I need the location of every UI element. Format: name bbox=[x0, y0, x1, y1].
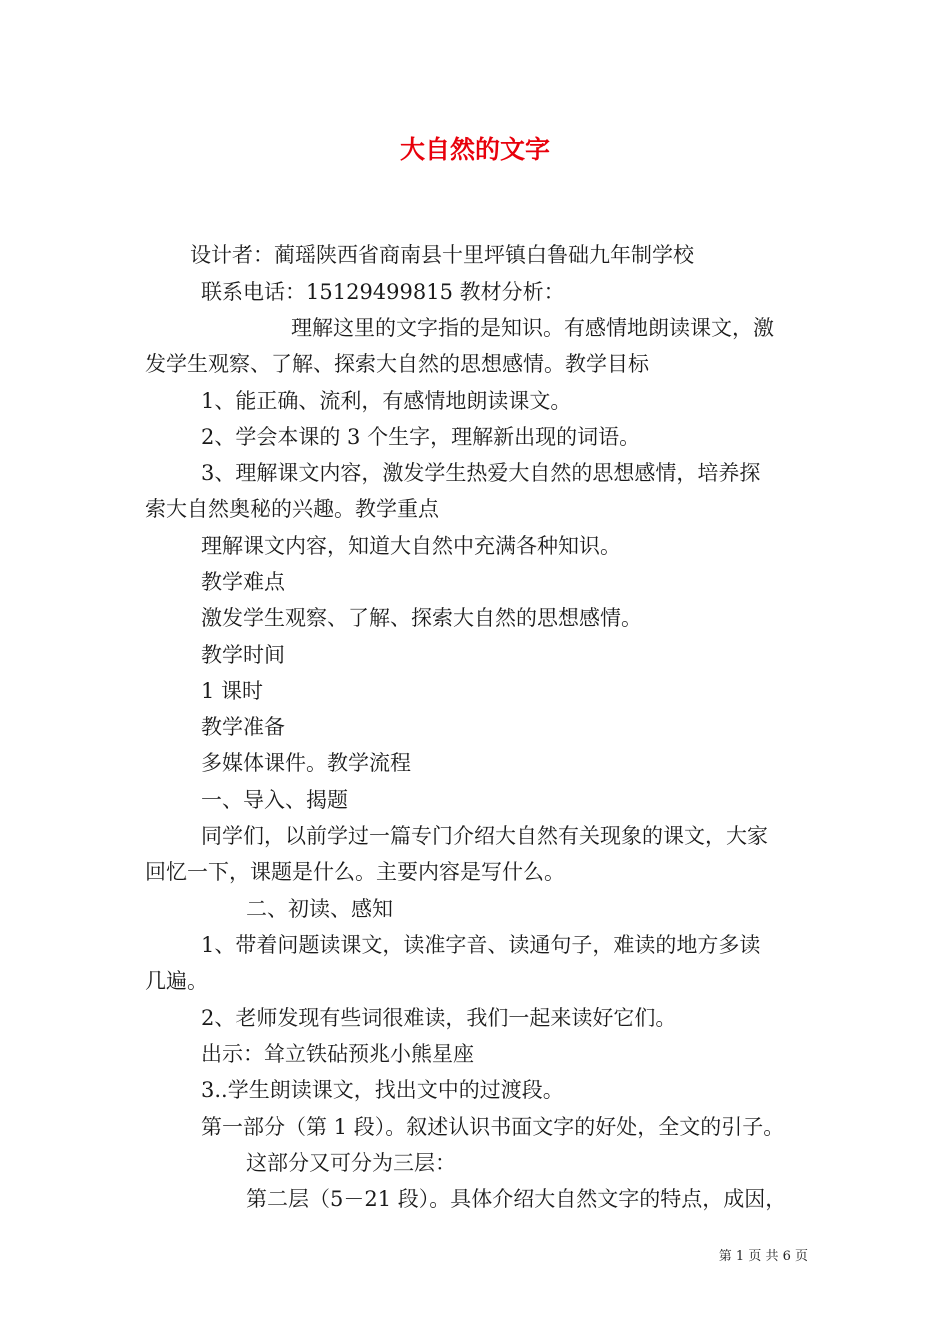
paragraph-line: 第二层（5－21 段）。具体介绍大自然文字的特点，成因， bbox=[246, 1187, 787, 1211]
page-number: 第 1 页 共 6 页 bbox=[718, 1249, 808, 1264]
section-heading: 二、初读、感知 bbox=[246, 897, 393, 921]
paragraph-line: 索大自然奥秘的兴趣。教学重点 bbox=[145, 497, 439, 521]
paragraph-line: 发学生观察、了解、探索大自然的思想感情。教学目标 bbox=[145, 352, 649, 376]
section-heading: 教学难点 bbox=[201, 570, 285, 594]
paragraph-line: 1、能正确、流利，有感情地朗读课文。 bbox=[201, 389, 572, 413]
paragraph-line: 同学们，以前学过一篇专门介绍大自然有关现象的课文，大家 bbox=[201, 824, 768, 848]
paragraph-line: 3、理解课文内容，激发学生热爱大自然的思想感情，培养探 bbox=[201, 461, 761, 485]
paragraph-line: 2、老师发现有些词很难读，我们一起来读好它们。 bbox=[201, 1006, 677, 1030]
contact-line: 联系电话：15129499815 教材分析： bbox=[201, 280, 565, 304]
paragraph-line: 回忆一下，课题是什么。主要内容是写什么。 bbox=[145, 860, 565, 884]
paragraph-line: 激发学生观察、了解、探索大自然的思想感情。 bbox=[201, 606, 642, 630]
paragraph-line: 这部分又可分为三层： bbox=[246, 1151, 456, 1175]
paragraph-line: 几遍。 bbox=[145, 969, 208, 993]
section-heading: 教学时间 bbox=[201, 643, 285, 667]
section-heading: 一、导入、揭题 bbox=[201, 788, 348, 812]
designer-line: 设计者：蔺瑶陕西省商南县十里坪镇白鲁础九年制学校 bbox=[190, 243, 694, 267]
paragraph-line: 理解这里的文字指的是知识。有感情地朗读课文，激 bbox=[291, 316, 774, 340]
paragraph-line: 3..学生朗读课文，找出文中的过渡段。 bbox=[201, 1078, 564, 1102]
paragraph-line: 2、学会本课的 3 个生字，理解新出现的词语。 bbox=[201, 425, 641, 449]
paragraph-line: 多媒体课件。教学流程 bbox=[201, 751, 411, 775]
section-heading: 教学准备 bbox=[201, 715, 285, 739]
paragraph-line: 理解课文内容，知道大自然中充满各种知识。 bbox=[201, 534, 621, 558]
paragraph-line: 出示：耸立铁砧预兆小熊星座 bbox=[201, 1042, 474, 1066]
paragraph-line: 1 课时 bbox=[201, 679, 264, 703]
paragraph-line: 第一部分（第 1 段）。叙述认识书面文字的好处，全文的引子。 bbox=[201, 1115, 785, 1139]
document-title: 大自然的文字 bbox=[399, 135, 550, 164]
paragraph-line: 1、带着问题读课文，读准字音、读通句子，难读的地方多读 bbox=[201, 933, 761, 957]
